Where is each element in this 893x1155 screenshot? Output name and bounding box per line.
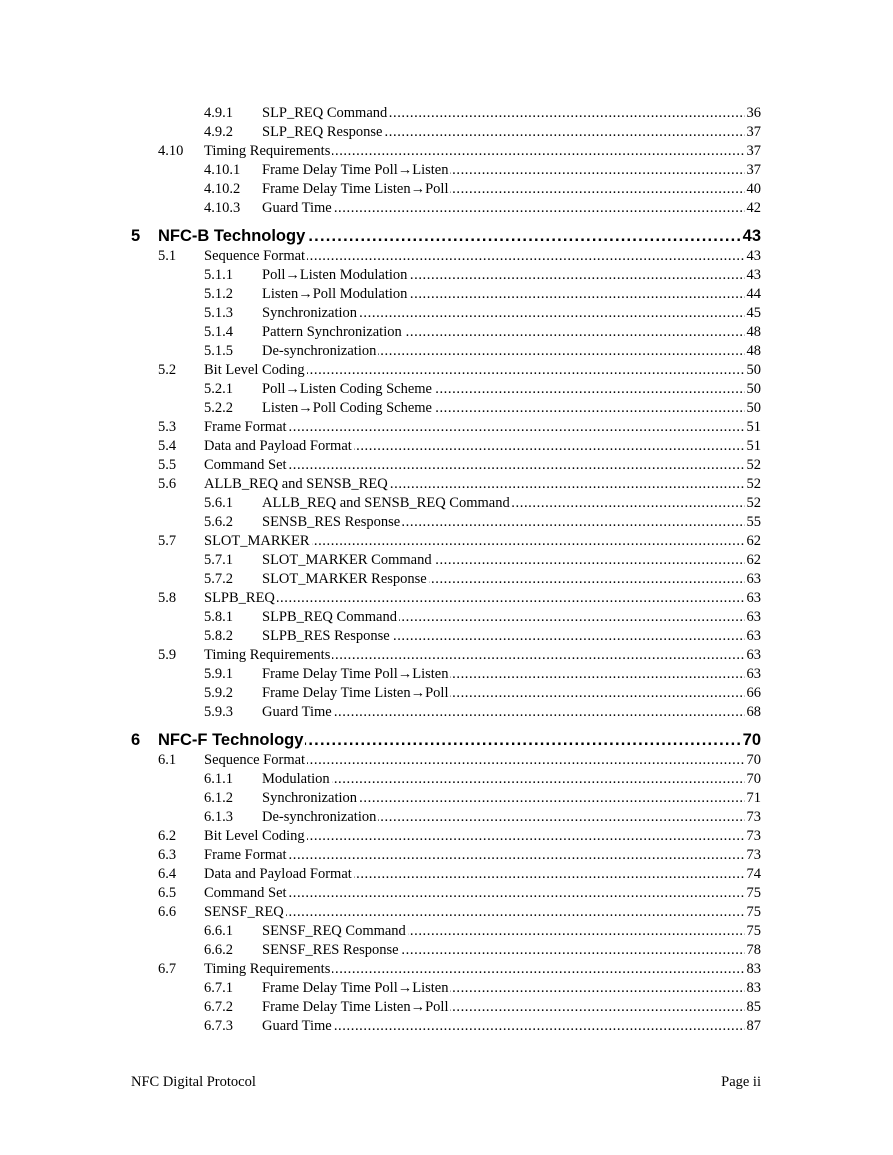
toc-entry-title: NFC-F Technology: [158, 731, 304, 749]
toc-dot-leader: [262, 770, 761, 789]
toc-entry-number: 5.6: [158, 476, 177, 492]
toc-entry-title: SLPB_REQ Command: [262, 609, 397, 625]
toc-entry-number: 5.1.3: [204, 305, 233, 321]
toc-subsection-entry[interactable]: [204, 770, 761, 789]
toc-entry-number: 5.1.1: [204, 267, 233, 283]
toc-entry-page-number: 85: [746, 999, 761, 1015]
toc-subsection-entry[interactable]: [204, 494, 761, 513]
toc-subsection-entry[interactable]: [204, 323, 761, 342]
toc-entry-page-number: 40: [746, 181, 761, 197]
toc-entry-page-number: 43: [746, 248, 761, 264]
toc-entry-page-number: 73: [746, 828, 761, 844]
footer-document-title: NFC Digital Protocol: [131, 1074, 256, 1090]
toc-entry-page-number: 70: [746, 752, 761, 768]
toc-entry-number: 5.9.1: [204, 666, 233, 682]
toc-entry-page-number: 51: [746, 438, 761, 454]
toc-entry-title: Frame Format: [204, 847, 287, 863]
toc-entry-title: SLPB_REQ: [204, 590, 275, 606]
toc-entry-title: Poll→Listen Coding Scheme: [262, 381, 432, 397]
toc-entry-page-number: 75: [746, 923, 761, 939]
toc-subsection-entry[interactable]: [204, 808, 761, 827]
toc-subsection-entry[interactable]: [204, 789, 761, 808]
toc-section-entry[interactable]: [158, 846, 761, 865]
toc-entry-number: 5.1.2: [204, 286, 233, 302]
toc-entry-page-number: 74: [746, 866, 761, 882]
toc-entry-page-number: 50: [746, 362, 761, 378]
toc-entry-title: Guard Time: [262, 704, 332, 720]
toc-entry-title: Timing Requirements: [204, 961, 331, 977]
toc-entry-title: SLOT_MARKER Response: [262, 571, 427, 587]
toc-entry-title: Frame Delay Time Listen→Poll: [262, 685, 449, 701]
toc-entry-number: 4.9.2: [204, 124, 233, 140]
toc-entry-number: 6.1: [158, 752, 177, 768]
toc-entry-page-number: 37: [746, 124, 761, 140]
toc-entry-title: SLPB_RES Response: [262, 628, 390, 644]
toc-subsection-entry[interactable]: [204, 1017, 761, 1036]
toc-entry-number: 6.5: [158, 885, 177, 901]
toc-dot-leader: [204, 903, 761, 922]
toc-entry-page-number: 71: [746, 790, 761, 806]
toc-entry-title: Listen→Poll Modulation: [262, 286, 408, 302]
toc-entry-page-number: 48: [746, 324, 761, 340]
toc-entry-number: 6.7.2: [204, 999, 233, 1015]
toc-entry-number: 5.7.1: [204, 552, 233, 568]
toc-entry-page-number: 37: [746, 162, 761, 178]
toc-entry-number: 5.8.2: [204, 628, 233, 644]
toc-entry-title: SLOT_MARKER Command: [262, 552, 432, 568]
toc-entry-page-number: 63: [746, 628, 761, 644]
toc-entry-page-number: 44: [746, 286, 761, 302]
toc-entry-title: Synchronization: [262, 305, 358, 321]
toc-entry-page-number: 36: [746, 105, 761, 121]
toc-entry-page-number: 63: [746, 571, 761, 587]
toc-entry-number: 6.6.2: [204, 942, 233, 958]
toc-subsection-entry[interactable]: [204, 941, 761, 960]
toc-entry-title: Guard Time: [262, 1018, 332, 1034]
toc-entry-number: 5.2.2: [204, 400, 233, 416]
toc-entry-number: 5.1.5: [204, 343, 233, 359]
toc-entry-page-number: 43: [742, 227, 761, 245]
toc-entry-page-number: 78: [746, 942, 761, 958]
toc-entry-page-number: 63: [746, 609, 761, 625]
toc-entry-title: Frame Delay Time Poll→Listen: [262, 666, 449, 682]
toc-subsection-entry[interactable]: [204, 180, 761, 199]
toc-subsection-entry[interactable]: [204, 342, 761, 361]
toc-entry-title: SENSF_RES Response: [262, 942, 399, 958]
toc-subsection-entry[interactable]: [204, 123, 761, 142]
toc-entry-title: SENSF_REQ: [204, 904, 284, 920]
toc-entry-title: Frame Delay Time Poll→Listen: [262, 980, 449, 996]
toc-entry-number: 5.1.4: [204, 324, 233, 340]
toc-entry-page-number: 50: [746, 381, 761, 397]
toc-entry-title: NFC-B Technology: [158, 227, 306, 245]
toc-subsection-entry[interactable]: [204, 304, 761, 323]
toc-entry-page-number: 83: [746, 980, 761, 996]
toc-subsection-entry[interactable]: [204, 285, 761, 304]
toc-section-entry[interactable]: [158, 827, 761, 846]
toc-entry-number: 5.9.2: [204, 685, 233, 701]
toc-entry-number: 5.8: [158, 590, 177, 606]
toc-entry-number: 5.7: [158, 533, 177, 549]
toc-entry-number: 4.10.1: [204, 162, 241, 178]
toc-entry-page-number: 52: [746, 476, 761, 492]
toc-subsection-entry[interactable]: [204, 399, 761, 418]
toc-entry-page-number: 48: [746, 343, 761, 359]
toc-subsection-entry[interactable]: [204, 199, 761, 218]
toc-entry-number: 5.6.2: [204, 514, 233, 530]
toc-entry-number: 4.10: [158, 143, 184, 159]
toc-subsection-entry[interactable]: [204, 551, 761, 570]
toc-entry-title: ALLB_REQ and SENSB_REQ: [204, 476, 388, 492]
toc-subsection-entry[interactable]: [204, 627, 761, 646]
toc-entry-number: 6.7.3: [204, 1018, 233, 1034]
toc-entry-number: 6.7.1: [204, 980, 233, 996]
toc-entry-page-number: 83: [746, 961, 761, 977]
toc-entry-page-number: 52: [746, 495, 761, 511]
toc-entry-title: Data and Payload Format: [204, 866, 352, 882]
toc-entry-title: Listen→Poll Coding Scheme: [262, 400, 432, 416]
toc-entry-title: Pattern Synchronization: [262, 324, 402, 340]
toc-entry-title: Frame Delay Time Listen→Poll: [262, 999, 449, 1015]
toc-entry-title: De-synchronization: [262, 343, 377, 359]
toc-entry-page-number: 73: [746, 847, 761, 863]
toc-subsection-entry[interactable]: [204, 570, 761, 589]
toc-subsection-entry[interactable]: [204, 703, 761, 722]
toc-entry-number: 6.7: [158, 961, 177, 977]
toc-entry-number: 5.8.1: [204, 609, 233, 625]
toc-entry-page-number: 52: [746, 457, 761, 473]
toc-subsection-entry[interactable]: [204, 998, 761, 1017]
toc-section-entry[interactable]: [158, 418, 761, 437]
toc-subsection-entry[interactable]: [204, 380, 761, 399]
toc-section-entry[interactable]: [158, 361, 761, 380]
toc-chapter-entry[interactable]: [131, 729, 761, 751]
toc-entry-page-number: 87: [746, 1018, 761, 1034]
toc-entry-page-number: 62: [746, 552, 761, 568]
toc-section-entry[interactable]: [158, 456, 761, 475]
toc-entry-page-number: 73: [746, 809, 761, 825]
toc-subsection-entry[interactable]: [204, 513, 761, 532]
toc-entry-page-number: 50: [746, 400, 761, 416]
toc-dot-leader: [262, 703, 761, 722]
toc-entry-title: ALLB_REQ and SENSB_REQ Command: [262, 495, 510, 511]
toc-entry-title: Command Set: [204, 457, 287, 473]
toc-entry-title: Frame Delay Time Poll→Listen: [262, 162, 449, 178]
toc-entry-title: Guard Time: [262, 200, 332, 216]
toc-entry-title: Modulation: [262, 771, 330, 787]
toc-entry-number: 6.6: [158, 904, 177, 920]
toc-entry-title: Timing Requirements: [204, 647, 331, 663]
toc-entry-page-number: 70: [746, 771, 761, 787]
toc-entry-title: SLP_REQ Command: [262, 105, 388, 121]
toc-entry-page-number: 62: [746, 533, 761, 549]
toc-entry-number: 5.7.2: [204, 571, 233, 587]
toc-entry-page-number: 63: [746, 590, 761, 606]
toc-entry-page-number: 75: [746, 885, 761, 901]
toc-entry-page-number: 45: [746, 305, 761, 321]
toc-section-entry[interactable]: [158, 142, 761, 161]
toc-entry-number: 5.5: [158, 457, 177, 473]
toc-entry-number: 4.10.2: [204, 181, 241, 197]
toc-subsection-entry[interactable]: [204, 608, 761, 627]
toc-subsection-entry[interactable]: [204, 266, 761, 285]
toc-entry-number: 5.2.1: [204, 381, 233, 397]
toc-subsection-entry[interactable]: [204, 684, 761, 703]
toc-entry-page-number: 51: [746, 419, 761, 435]
toc-entry-number: 5: [131, 227, 141, 245]
toc-entry-number: 5.4: [158, 438, 177, 454]
toc-entry-title: SLOT_MARKER: [204, 533, 310, 549]
toc-entry-number: 5.3: [158, 419, 177, 435]
toc-dot-leader: [262, 199, 761, 218]
toc-section-entry[interactable]: [158, 884, 761, 903]
toc-entry-page-number: 63: [746, 666, 761, 682]
toc-entry-number: 6.1.2: [204, 790, 233, 806]
toc-entry-title: Timing Requirements: [204, 143, 331, 159]
toc-section-entry[interactable]: [158, 437, 761, 456]
toc-entry-page-number: 55: [746, 514, 761, 530]
footer-page-label: Page ii: [721, 1074, 761, 1090]
toc-dot-leader: [204, 589, 761, 608]
toc-entry-page-number: 42: [746, 200, 761, 216]
toc-entry-number: 5.9: [158, 647, 177, 663]
toc-subsection-entry[interactable]: [204, 104, 761, 123]
toc-entry-number: 6: [131, 731, 141, 749]
toc-entry-number: 5.1: [158, 248, 177, 264]
toc-entry-number: 6.1.1: [204, 771, 233, 787]
toc-entry-title: Synchronization: [262, 790, 358, 806]
toc-entry-title: SENSF_REQ Command: [262, 923, 406, 939]
toc-entry-title: SLP_REQ Response: [262, 124, 383, 140]
toc-entry-page-number: 37: [746, 143, 761, 159]
toc-entry-title: Sequence Format: [204, 752, 306, 768]
toc-entry-page-number: 68: [746, 704, 761, 720]
toc-entry-number: 5.2: [158, 362, 177, 378]
toc-entry-number: 6.1.3: [204, 809, 233, 825]
toc-entry-number: 4.10.3: [204, 200, 241, 216]
toc-subsection-entry[interactable]: [204, 979, 761, 998]
toc-entry-title: Frame Delay Time Listen→Poll: [262, 181, 449, 197]
toc-subsection-entry[interactable]: [204, 665, 761, 684]
toc-entry-title: Frame Format: [204, 419, 287, 435]
toc-entry-number: 6.4: [158, 866, 177, 882]
toc-entry-title: Command Set: [204, 885, 287, 901]
toc-section-entry[interactable]: [158, 532, 761, 551]
toc-entry-page-number: 66: [746, 685, 761, 701]
toc-entry-title: Sequence Format: [204, 248, 306, 264]
toc-chapter-entry[interactable]: [131, 225, 761, 247]
toc-entry-title: De-synchronization: [262, 809, 377, 825]
toc-entry-page-number: 70: [742, 731, 761, 749]
toc-dot-leader: [262, 1017, 761, 1036]
toc-entry-number: 4.9.1: [204, 105, 233, 121]
toc-entry-title: Bit Level Coding: [204, 828, 305, 844]
toc-section-entry[interactable]: [158, 903, 761, 922]
toc-section-entry[interactable]: [158, 865, 761, 884]
toc-entry-page-number: 63: [746, 647, 761, 663]
toc-section-entry[interactable]: [158, 646, 761, 665]
toc-entry-number: 6.6.1: [204, 923, 233, 939]
toc-subsection-entry[interactable]: [204, 922, 761, 941]
toc-entry-title: Bit Level Coding: [204, 362, 305, 378]
toc-section-entry[interactable]: [158, 751, 761, 770]
toc-entry-page-number: 75: [746, 904, 761, 920]
toc-entry-page-number: 43: [746, 267, 761, 283]
toc-entry-title: Data and Payload Format: [204, 438, 352, 454]
toc-section-entry[interactable]: [158, 589, 761, 608]
toc-entry-number: 5.9.3: [204, 704, 233, 720]
toc-section-entry[interactable]: [158, 960, 761, 979]
toc-section-entry[interactable]: [158, 475, 761, 494]
toc-entry-title: Poll→Listen Modulation: [262, 267, 408, 283]
toc-section-entry[interactable]: [158, 247, 761, 266]
toc-entry-number: 6.2: [158, 828, 177, 844]
toc-subsection-entry[interactable]: [204, 161, 761, 180]
toc-entry-number: 5.6.1: [204, 495, 233, 511]
toc-entry-title: SENSB_RES Response: [262, 514, 401, 530]
toc-entry-number: 6.3: [158, 847, 177, 863]
